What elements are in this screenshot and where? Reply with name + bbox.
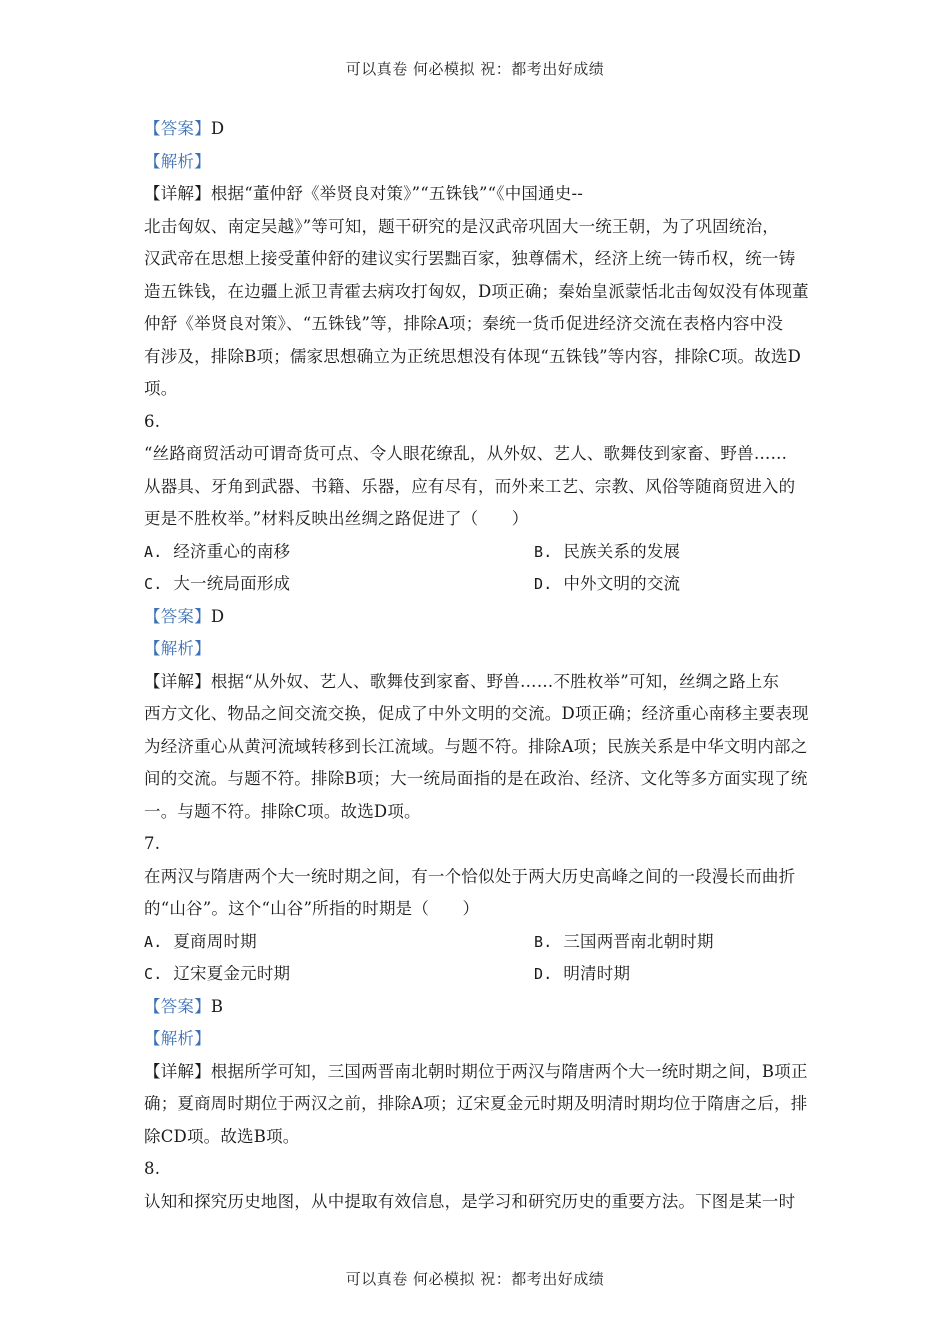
detail-text: 根据“董仲舒《举贤良对策》”“五铢钱”“《中国通史-- (210, 184, 584, 203)
q6-options-row (144, 568, 816, 601)
q7-answer (144, 991, 816, 1024)
q6-detail-line: 为经济重心从黄河流域转移到长江流域。与题不符。排除A项；民族关系是中华文明内部之 (144, 736, 808, 756)
q6-detail-line: 一。与题不符。排除C项。故选D项。 (144, 801, 421, 821)
q7-stem-line: 的“山谷”。这个“山谷”所指的时期是（ ） (144, 899, 480, 918)
q8-stem-line: 认知和探究历史地图，从中提取有效信息，是学习和研究历史的重要方法。下图是某一时 (144, 1191, 796, 1211)
option-key: B. (534, 542, 553, 561)
detail-label: 【详解】 (144, 671, 211, 691)
q7-detail-line (144, 1056, 816, 1089)
option-text: 民族关系的发展 (563, 541, 681, 561)
option-text: 大一统局面形成 (173, 574, 291, 593)
answer-value: D (210, 606, 225, 626)
q5-detail-line: 有涉及，排除B项；儒家思想确立为正统思想没有体现“五铢钱”等内容，排除C项。故选D (144, 346, 802, 366)
option-b[interactable] (534, 926, 816, 959)
q7-options-row (144, 926, 816, 959)
q5-detail-line: 仲舒《举贤良对策》、“五铢钱”等，排除A项；秦统一货币促进经济交流在表格内容中没 (144, 314, 784, 333)
document-body (144, 113, 816, 1218)
option-text: 夏商周时期 (173, 931, 257, 951)
option-key: C. (144, 575, 163, 593)
option-key: A. (144, 932, 163, 951)
option-text: 三国两晋南北朝时期 (563, 931, 714, 951)
page-footer: 可以真卷 何必模拟 祝：都考出好成绩 (345, 1270, 605, 1288)
answer-label: 【答案】 (144, 996, 211, 1016)
detail-text: 根据所学可知，三国两晋南北朝时期位于两汉与隋唐两个大一统时期之间，B项正 (210, 1061, 808, 1081)
q7-options-row (144, 958, 816, 991)
option-text: 明清时期 (563, 964, 631, 983)
q5-detail-line (144, 178, 816, 211)
answer-label: 【答案】 (144, 606, 211, 626)
q6-stem-line: 更是不胜枚举。”材料反映出丝绸之路促进了（ ） (144, 509, 529, 528)
option-key: A. (144, 542, 163, 561)
option-key: D. (534, 575, 553, 593)
q8-number: 8. (144, 1159, 161, 1178)
option-text: 经济重心的南移 (173, 541, 291, 561)
q7-analysis-label: 【解析】 (144, 1029, 211, 1048)
q6-number: 6. (144, 411, 161, 431)
option-b[interactable] (534, 536, 816, 569)
detail-text: 根据“从外奴、艺人、歌舞伎到家畜、野兽……不胜枚举”可知，丝绸之路上东 (210, 671, 780, 691)
q5-detail-line: 项。 (144, 379, 178, 398)
q6-detail-line: 西方文化、物品之间交流交换，促成了中外文明的交流。D项正确；经济重心南移主要表现 (144, 704, 809, 723)
q7-stem-line: 在两汉与隋唐两个大一统时期之间，有一个恰似处于两大历史高峰之间的一段漫长而曲折 (144, 866, 796, 886)
option-key: B. (534, 932, 553, 951)
option-key: D. (534, 965, 553, 983)
page-header: 可以真卷 何必模拟 祝：都考出好成绩 (345, 60, 605, 78)
detail-label: 【详解】 (144, 184, 211, 203)
answer-value: D (210, 119, 225, 138)
q5-detail-line: 造五铢钱，在边疆上派卫青霍去病攻打匈奴，D项正确；秦始皇派蒙恬北击匈奴没有体现董 (144, 281, 809, 301)
q7-detail-line: 确；夏商周时期位于两汉之前，排除A项；辽宋夏金元时期及明清时期均位于隋唐之后，排 (144, 1094, 808, 1113)
q7-detail-line: 除CD项。故选B项。 (144, 1126, 300, 1146)
answer-label: 【答案】 (144, 119, 211, 138)
option-key: C. (144, 965, 163, 983)
detail-label: 【详解】 (144, 1061, 211, 1081)
q5-detail-line: 汉武帝在思想上接受董仲舒的建议实行罢黜百家，独尊儒术，经济上统一铸币权，统一铸 (144, 249, 796, 268)
option-c[interactable] (144, 958, 534, 991)
q5-analysis-label: 【解析】 (144, 151, 211, 171)
q6-options-row (144, 536, 816, 569)
q6-analysis-label: 【解析】 (144, 639, 211, 658)
q5-detail-line: 北击匈奴、南定吴越》”等可知，题干研究的是汉武帝巩固大一统王朝，为了巩固统治， (144, 216, 779, 236)
q6-answer (144, 601, 816, 634)
option-d[interactable] (534, 568, 816, 601)
option-c[interactable] (144, 568, 534, 601)
q7-number: 7. (144, 834, 161, 853)
q6-stem-line: 从器具、牙角到武器、书籍、乐器，应有尽有，而外来工艺、宗教、风俗等随商贸进入的 (144, 476, 796, 496)
q6-stem-line: “丝路商贸活动可谓奇货可点、令人眼花缭乱，从外奴、艺人、歌舞伎到家畜、野兽…… (144, 444, 788, 463)
option-a[interactable] (144, 536, 534, 569)
option-text: 中外文明的交流 (563, 574, 681, 593)
option-d[interactable] (534, 958, 816, 991)
q6-detail-line: 间的交流。与题不符。排除B项；大一统局面指的是在政治、经济、文化等多方面实现了统 (144, 769, 808, 788)
option-text: 辽宋夏金元时期 (173, 964, 291, 983)
q6-detail-line (144, 666, 816, 699)
answer-value: B (210, 996, 224, 1016)
q5-answer (144, 113, 816, 146)
option-a[interactable] (144, 926, 534, 959)
